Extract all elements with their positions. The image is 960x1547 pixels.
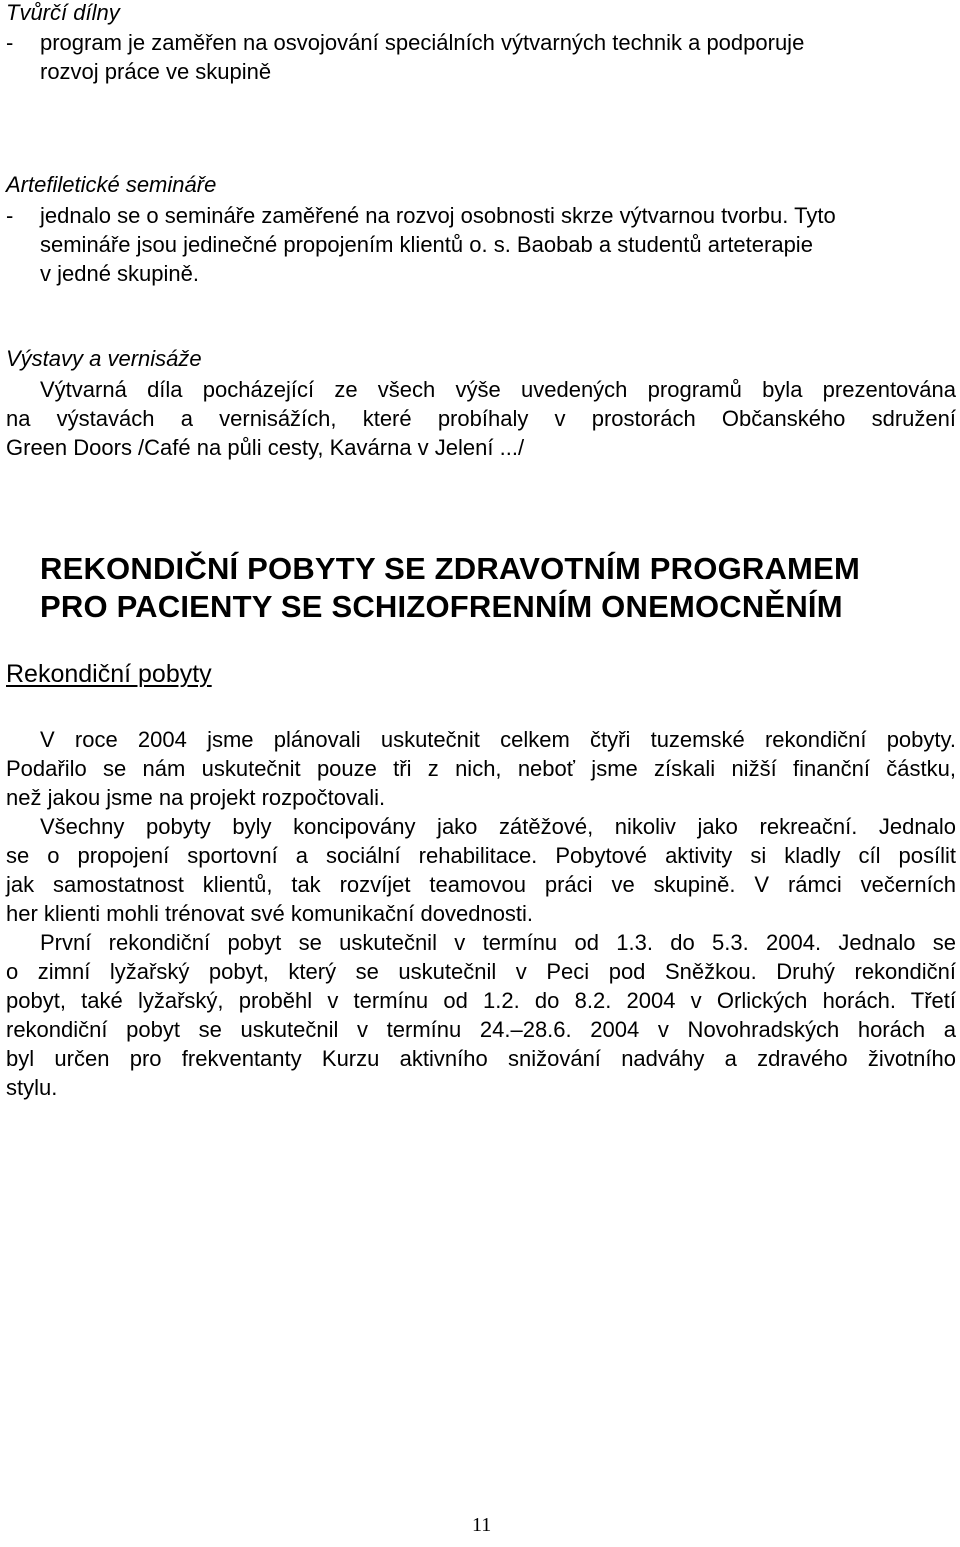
subheading-rekondicni-pobyty: Rekondiční pobyty [6, 660, 212, 688]
section-heading-vystavy: Výstavy a vernisáže [6, 346, 202, 371]
paragraph-line: Green Doors /Café na půli cesty, Kavárna v Jelení .../ [6, 435, 525, 460]
list-dash: - [6, 203, 14, 228]
section-heading-tvurci-dilny: Tvůrčí dílny [6, 0, 120, 25]
list-dash: - [6, 30, 14, 55]
list-item-text: jednalo se o semináře zaměřené na rozvoj osobnosti skrze výtvarnou tvorbu. Tyto [40, 203, 836, 228]
paragraph-line: se o propojení sportovní a sociální rehabilitace. Pobytové aktivity si kladly cíl posílit [6, 843, 956, 868]
list-item-text: program je zaměřen na osvojování speciálních výtvarných technik a podporuje [40, 30, 805, 55]
paragraph-line: První rekondiční pobyt se uskutečnil v termínu od 1.3. do 5.3. 2004. Jednalo se [40, 930, 956, 955]
list-item-text: rozvoj práce ve skupině [40, 59, 272, 84]
paragraph-line: byl určen pro frekventanty Kurzu aktivního snižování nadváhy a zdravého životního [6, 1046, 956, 1071]
paragraph-line: rekondiční pobyt se uskutečnil v termínu 24.–28.6. 2004 v Novohradských horách a [6, 1017, 956, 1042]
paragraph-line: na výstavách a vernisážích, které probíhaly v prostorách Občanského sdružení [6, 406, 956, 431]
page-title-line-1: REKONDIČNÍ POBYTY SE ZDRAVOTNÍM PROGRAMEM [40, 551, 860, 586]
paragraph-line: jak samostatnost klientů, tak rozvíjet teamovou práci ve skupině. V rámci večerních [6, 872, 956, 897]
paragraph-line: Podařilo se nám uskutečnit pouze tři z nich, neboť jsme získali nižší finanční částku, [6, 756, 956, 781]
paragraph-line: než jakou jsme na projekt rozpočtovali. [6, 785, 386, 810]
paragraph-line: her klienti mohli trénovat své komunikační dovednosti. [6, 901, 534, 926]
paragraph-line: pobyt, také lyžařský, proběhl v termínu od 1.2. do 8.2. 2004 v Orlických horách. Třetí [6, 988, 956, 1013]
list-item-text: semináře jsou jedinečné propojením klientů o. s. Baobab a studentů arteterapie [40, 232, 813, 257]
paragraph-line: Výtvarná díla pocházející ze všech výše uvedených programů byla prezentována [40, 377, 956, 402]
page-number: 11 [472, 1514, 492, 1536]
page-title-line-2: PRO PACIENTY SE SCHIZOFRENNÍM ONEMOCNĚNÍM [40, 589, 843, 624]
section-heading-artefileticke-seminare: Artefiletické semináře [6, 172, 217, 197]
paragraph-line: Všechny pobyty byly koncipovány jako zátěžové, nikoliv jako rekreační. Jednalo [40, 814, 956, 839]
paragraph-line: V roce 2004 jsme plánovali uskutečnit celkem čtyři tuzemské rekondiční pobyty. [40, 727, 956, 752]
paragraph-line: stylu. [6, 1075, 58, 1100]
paragraph-line: o zimní lyžařský pobyt, který se uskutečnil v Peci pod Sněžkou. Druhý rekondiční [6, 959, 956, 984]
list-item-text: v jedné skupině. [40, 261, 199, 286]
